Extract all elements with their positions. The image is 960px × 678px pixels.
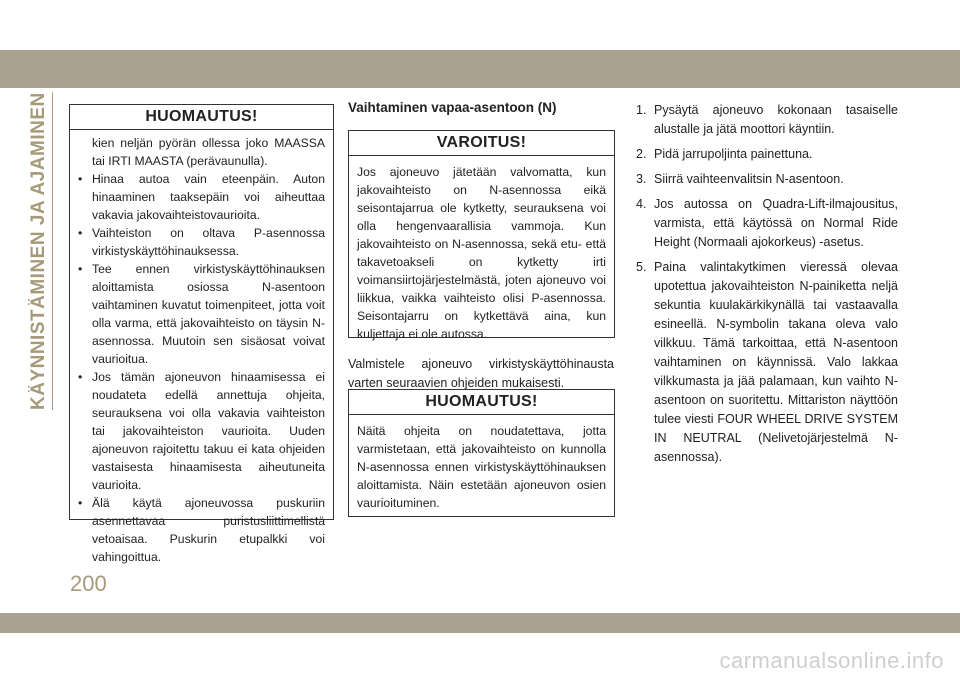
step-item: [636, 145, 898, 164]
step-item: [636, 195, 898, 252]
footer-band: [0, 613, 960, 633]
steps-list: [636, 101, 898, 473]
warning-text: Jos ajoneuvo jätetään valvomatta, kun jakovaihteisto on N-asennossa eikä seisontajarrua ole kytketty, seurauksena voi olla hengenvaarallisia vammoja. Kun jakovaihteisto on N-asennossa, sekä etu- että takavetoakseli on kytketty irti voimansiirtojärjestelmästä, joten ajoneuvo voi liikkua, vaikka vaihteisto olisi P-asennossa. Seisontajarru on kytkettävä aina, kun kuljettaja ei ole autossa.: [357, 165, 606, 341]
notice-bullet: • Vaihteiston on oltava P-asennossa virkistyskäyttöhinauksessa.: [78, 224, 325, 260]
notice-box-middle: [348, 389, 615, 517]
header-band: [0, 50, 960, 88]
step-number: 2.: [636, 147, 647, 161]
step-text: Siirrä vaihteenvalitsin N-asentoon.: [654, 172, 844, 186]
notice-bullet: • Älä käytä ajoneuvossa puskuriin asennettavaa puristusliittimellistä vetoaisaa. Puskurin etupalkki voi vahingoittua.: [78, 494, 325, 566]
step-number: 5.: [636, 260, 647, 274]
step-item: [636, 258, 898, 467]
warning-box: [348, 130, 615, 341]
notice-box-left: [69, 104, 334, 564]
notice-bullet: • Tee ennen virkistyskäyttöhinauksen aloittamista osiossa N-asentoon vaihtaminen kuvatut toimenpiteet, jotta voit olla varma, että jakovaihteisto on täysin N-asennossa. Muutoin sen sisäosat voivat vaurioitua.: [78, 260, 325, 368]
step-number: 1.: [636, 103, 647, 117]
page-number: 200: [70, 571, 107, 596]
section-side-title: KÄYNNISTÄMINEN JA AJAMINEN: [28, 92, 49, 410]
warning-title: VAROITUS!: [349, 131, 614, 156]
watermark-text: carmanualsonline.info: [719, 648, 944, 673]
notice-bullet: • Jos tämän ajoneuvon hinaamisessa ei noudateta edellä annettuja ohjeita, seurauksena voi olla vakavia vaihteiston tai jakovaihteiston vaurioita. Uuden ajoneuvon rajoitettu takuu ei kata ohjeiden vastaisesta hinaamisesta aiheutuneita vaurioita.: [78, 368, 325, 494]
step-text: Jos autossa on Quadra-Lift-ilmajousitus, varmista, että käytössä on Normal Ride Height (Normaali ajokorkeus) -asetus.: [654, 197, 898, 249]
notice-lead-text: kien neljän pyörän ollessa joko MAASSA tai IRTI MAASTA (perävaunulla).: [92, 136, 325, 168]
step-text: Pidä jarrupoljinta painettuna.: [654, 147, 813, 161]
body-paragraph: Valmistele ajoneuvo virkistyskäyttöhinausta varten seuraavien ohjeiden mukaisesti.: [348, 356, 614, 390]
step-item: [636, 101, 898, 139]
notice-text: Näitä ohjeita on noudatettava, jotta varmistetaan, että jakovaihteisto on kunnolla N-asennossa ennen virkistyskäyttöhinauksen aloittamista. Näin estetään ajoneuvon osien vaurioituminen.: [357, 424, 606, 510]
step-number: 4.: [636, 197, 647, 211]
notice-title: HUOMAUTUS!: [70, 105, 333, 130]
step-number: 3.: [636, 172, 647, 186]
notice-title: HUOMAUTUS!: [349, 390, 614, 415]
step-text: Paina valintakytkimen vieressä olevaa upotettua jakovaihteiston N-painiketta neljä sekuntia kuulakärkikynällä tai vastaavalla esineellä. N-symbolin takana oleva valo vilkkuu. Tämä tarkoittaa, että N-asentoon vaihtaminen on käynnissä. Valo lakkaa vilkkumasta ja jää palamaan, kun vaihto N-asentoon on suoritettu. Mittariston näyttöön tulee viesti FOUR WHEEL DRIVE SYSTEM IN NEUTRAL (Nelivetojärjestelmä N-asennossa).: [654, 260, 898, 464]
step-text: Pysäytä ajoneuvo kokonaan tasaiselle alustalle ja jätä moottori käyntiin.: [654, 103, 898, 136]
step-item: [636, 170, 898, 189]
notice-bullet: • Hinaa autoa vain eteenpäin. Auton hinaaminen taaksepäin voi aiheuttaa vakavia jakovaihteistovaurioita.: [78, 170, 325, 224]
section-heading: Vaihtaminen vapaa-asentoon (N): [348, 100, 557, 115]
